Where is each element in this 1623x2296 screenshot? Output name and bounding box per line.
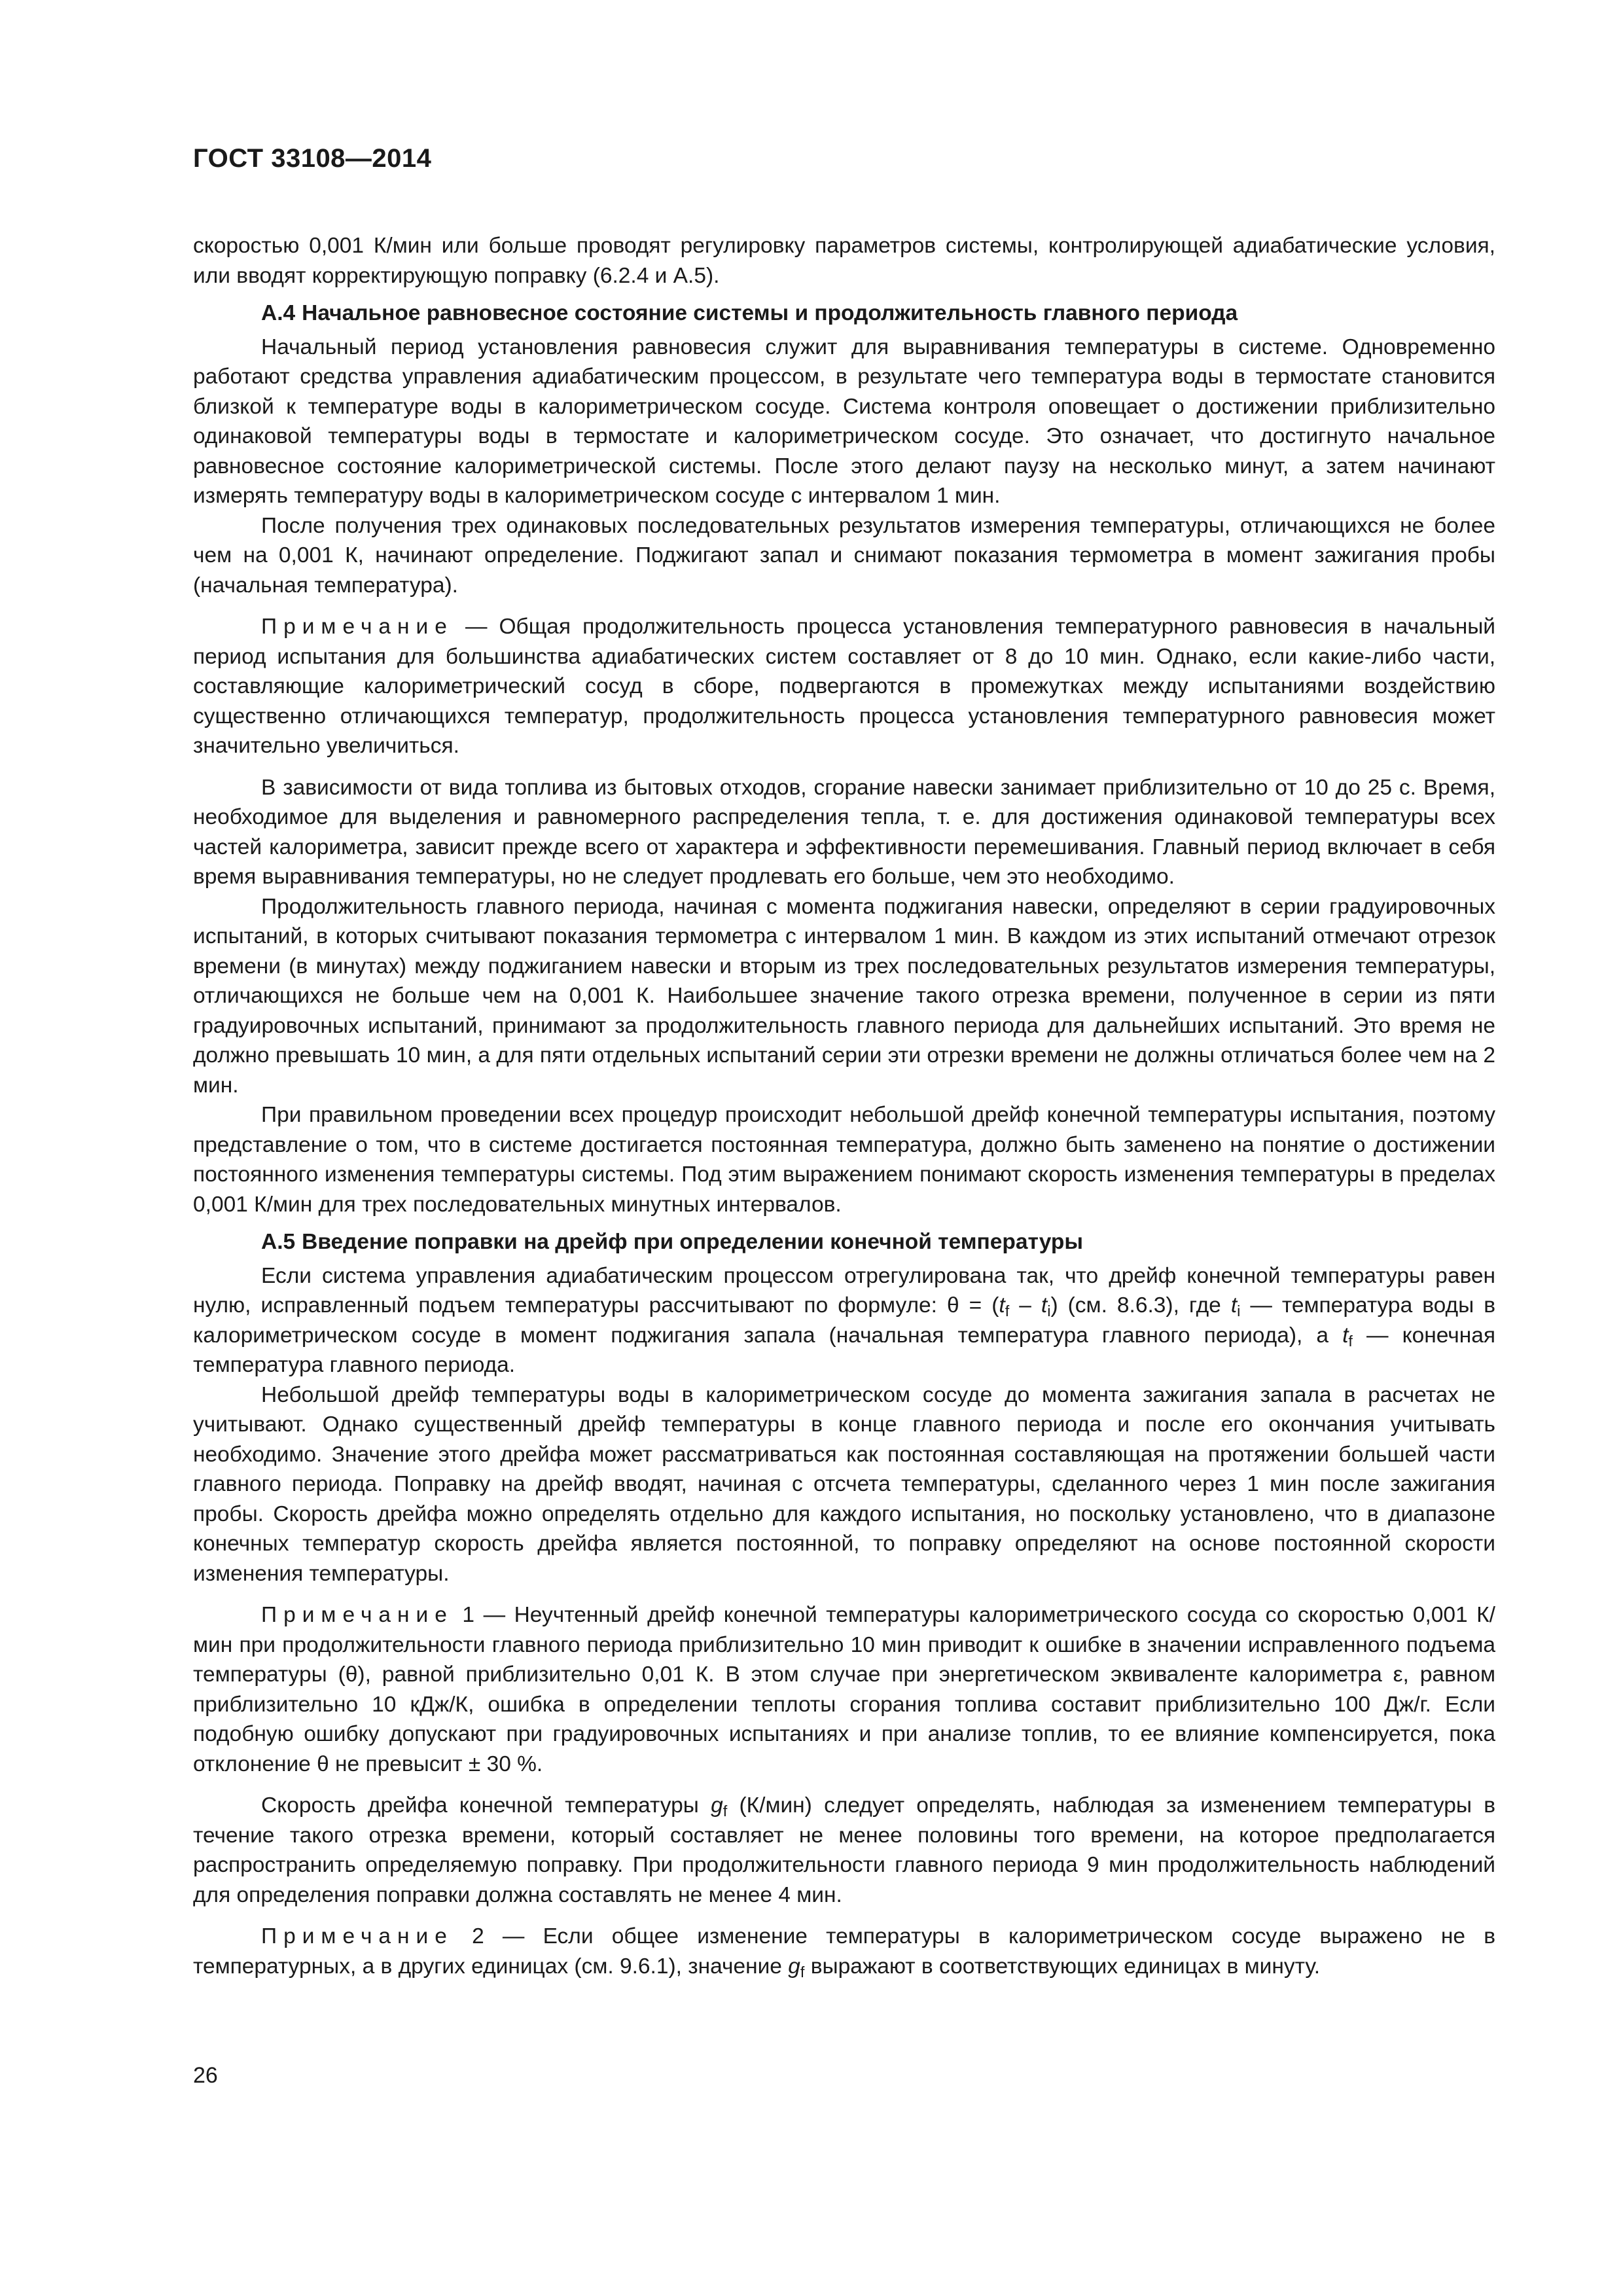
paragraph-a4-4: Продолжительность главного периода, начиная с момента поджигания навески, определяют в серии градуировочных испытаний, в которых считывают показания термометра с интервалом 1 мин. В каждом из этих испытаний отмечают отрезок времени (в минутах) между поджиганием навески и вторым из трех последовательных результатов измерения температуры, отличающихся не больше чем на 0,001 К. Наибольшее значение такого отрезка времени, полученное в серии из пяти градуировочных испытаний, принимают за продолжительность главного периода для дальнейших испытаний. Это время не должно превышать 10 мин, а для пяти отдельных испытаний серии эти отрезки времени не должны отличаться более чем на 2 мин. (193, 894, 1495, 1098)
text-run: — конечная температура главного периода. (193, 1323, 1495, 1377)
symbol-t: t (999, 1293, 1005, 1318)
subscript-f: f (722, 1803, 728, 1820)
section-a4-title: Начальное равновесное состояние системы и продолжительность главного периода (302, 301, 1238, 325)
page-number: 26 (193, 2063, 218, 2088)
subscript-f: f (800, 1963, 805, 1981)
symbol-t: t (1230, 1293, 1238, 1318)
symbol-g: g (788, 1954, 800, 1979)
text-run: (К/мин) следует определять, наблюдая за изменением температуры в течение такого отрезка времени, который составляет не менее половины того времени, на которое предполагается распространить определяемую поправку. При продолжительности главного периода 9 мин продолжительность наблюдений для определения поправки должна составлять не менее 4 мин. (193, 1793, 1495, 1907)
note-label: Примечание (261, 1924, 454, 1948)
paragraph-a4-3: В зависимости от вида топлива из бытовых отходов, сгорание навески занимает приблизительно от 10 до 25 с. Время, необходимое для выделения и равномерного распределения тепла, т. е. для достижения одинаковой температуры всех частей калориметра, зависит прежде всего от характера и эффективности перемешивания. Главный период включает в себя время выравнивания температуры, но не следует продлевать его больше, чем это необходимо. (193, 775, 1495, 889)
document-page (193, 144, 1495, 1993)
text-run: ) (см. 8.6.3), где (1050, 1293, 1231, 1318)
note-a5-1 (193, 1600, 1495, 1779)
note-a4 (193, 612, 1495, 761)
symbol-t: t (1342, 1323, 1349, 1348)
text-run: — температура воды в калориметрическом сосуде в момент поджигания запала (начальная температура главного периода), а (193, 1293, 1495, 1348)
text-run: – (1009, 1293, 1041, 1318)
section-a5-number: А.5 (261, 1230, 296, 1254)
paragraph-a5-1 (193, 1261, 1495, 1380)
document-body (193, 231, 1495, 1981)
document-header: ГОСТ 33108—2014 (193, 144, 432, 173)
subscript-f: f (1348, 1332, 1353, 1350)
note-label: Примечание (261, 1603, 454, 1627)
note-a5-1-text: 1 — Неучтенный дрейф конечной температуры калориметрического сосуда со скоростью 0,001 К/мин при продолжительности главного периода приблизительно 10 мин приводит к ошибке в значении исправленного подъема температуры (θ), равной приблизительно 0,01 К. В этом случае при энергетическом эквиваленте калориметра ε, равном приблизительно 10 кДж/К, ошибка в определении теплоты сгорания топлива составит приблизительно 100 Дж/г. Если подобную ошибку допускают при градуировочных испытаниях и при анализе топлив, то ее влияние компенсируется, пока отклонение θ не превысит ± 30 %. (193, 1603, 1495, 1776)
note-a4-text: — Общая продолжительность процесса установления температурного равновесия в начальный период испытания для большинства адиабатических систем составляет от 8 до 10 мин. Однако, если какие-либо части, составляющие калориметрический сосуд в сборе, подвергаются в промежутках между испытаниями воздействию существенно отличающихся температур, продолжительность процесса установления температурного равновесия может значительно увеличиться. (193, 615, 1495, 758)
section-a5-heading (193, 1227, 1495, 1257)
symbol-t: t (1041, 1293, 1048, 1318)
paragraph-a4-1: Начальный период установления равновесия служит для выравнивания температуры в системе. Одновременно работают средства управления адиабатическим процессом, в результате чего температура воды в термостате становится близкой к температуре воды в калориметрическом сосуде. Система контроля оповещает о достижении приблизительно одинаковой температуры воды в термостате и калориметрическом сосуде. Это означает, что достигнуто начальное равновесное состояние калориметрической системы. После этого делают паузу на несколько минут, а затем начинают измерять температуру воды в калориметрическом сосуде с интервалом 1 мин. (193, 334, 1495, 508)
text-run: выражают в соответствующих единицах в минуту. (804, 1954, 1321, 1979)
text-run: Если система управления адиабатическим процессом отрегулирована так, что дрейф конечной температуры равен нулю, исправленный подъем температуры рассчитывают по формуле: θ = ( (193, 1263, 1495, 1318)
subscript-i: i (1237, 1302, 1241, 1319)
paragraph-a4-5: При правильном проведении всех процедур происходит небольшой дрейф конечной температуры испытания, поэтому представление о том, что в системе достигается постоянная температура, должно быть заменено на понятие о достижении постоянного изменения температуры системы. Под этим выражением понимают скорость изменения температуры в пределах 0,001 К/мин для трех последовательных минутных интервалов. (193, 1103, 1495, 1217)
paragraph-intro: скоростью 0,001 К/мин или больше проводят регулировку параметров системы, контролирующей адиабатические условия, или вводят корректирующую поправку (6.2.4 и А.5). (193, 234, 1495, 288)
section-a5-title: Введение поправки на дрейф при определении конечной температуры (302, 1230, 1084, 1254)
text-run: Скорость дрейфа конечной температуры (261, 1793, 711, 1818)
subscript-i: i (1047, 1302, 1051, 1319)
paragraph-a5-3 (193, 1791, 1495, 1910)
note-a5-2 (193, 1922, 1495, 1981)
section-a4-number: А.4 (261, 301, 296, 325)
symbol-g: g (711, 1793, 723, 1818)
section-a4-heading (193, 298, 1495, 329)
note-label: Примечание (261, 615, 454, 639)
subscript-f: f (1005, 1302, 1010, 1319)
text-run: 2 — Если общее изменение температуры в калориметрическом сосуде выражено не в температурных, а в других единицах (см. 9.6.1), значение (193, 1924, 1495, 1979)
paragraph-a4-2: После получения трех одинаковых последовательных результатов измерения температуры, отличающихся не более чем на 0,001 К, начинают определение. Поджигают запал и снимают показания термометра в момент зажигания пробы (начальная температура). (193, 513, 1495, 598)
paragraph-a5-2: Небольшой дрейф температуры воды в калориметрическом сосуде до момента зажигания запала в расчетах не учитывают. Однако существенный дрейф температуры в конце главного периода и после его окончания учитывать необходимо. Значение этого дрейфа может рассматриваться как постоянная составляющая на протяжении большей части главного периода. Поправку на дрейф вводят, начиная с отсчета температуры, сделанного через 1 мин после зажигания пробы. Скорость дрейфа можно определять отдельно для каждого испытания, но поскольку установлено, что в диапазоне конечных температур скорость дрейфа является постоянной, то поправку определяют на основе постоянной скорости изменения температуры. (193, 1382, 1495, 1586)
